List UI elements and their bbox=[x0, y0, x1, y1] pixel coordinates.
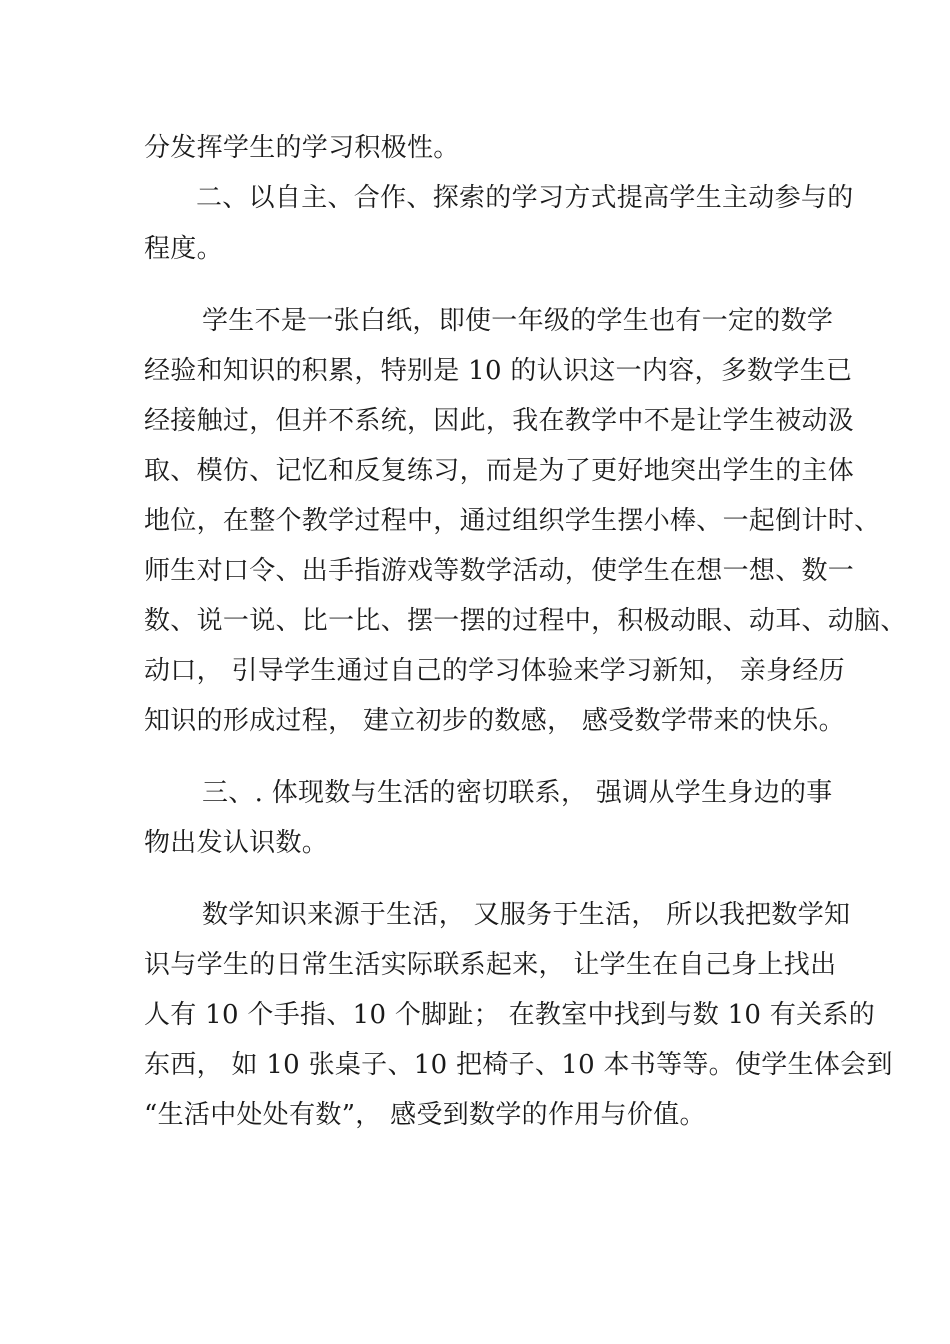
text-line: 地位，在整个教学过程中，通过组织学生摆小棒、一起倒计时、 bbox=[144, 506, 881, 536]
text-line: “生活中处处有数”， 感受到数学的作用与价值。 bbox=[144, 1100, 706, 1130]
text-line: 东西， 如 10 张桌子、10 把椅子、10 本书等等。使学生体会到 bbox=[144, 1050, 893, 1080]
text-line: 知识的形成过程， 建立初步的数感， 感受数学带来的快乐。 bbox=[144, 706, 845, 736]
text-line: 物出发认识数。 bbox=[144, 828, 329, 858]
text-line: 经接触过，但并不系统，因此，我在教学中不是让学生被动汲 bbox=[144, 406, 855, 436]
text-line: 学生不是一张白纸，即使一年级的学生也有一定的数学 bbox=[202, 306, 834, 336]
text-line: 三、. 体现数与生活的密切联系， 强调从学生身边的事 bbox=[202, 778, 833, 808]
text-line: 分发挥学生的学习积极性。 bbox=[144, 133, 460, 163]
text-line: 动口， 引导学生通过自己的学习体验来学习新知， 亲身经历 bbox=[144, 656, 845, 686]
text-line: 数学知识来源于生活， 又服务于生活， 所以我把数学知 bbox=[202, 900, 851, 930]
text-line: 识与学生的日常生活实际联系起来， 让学生在自己身上找出 bbox=[144, 950, 837, 980]
text-line: 程度。 bbox=[144, 234, 223, 264]
text-line: 人有 10 个手指、10 个脚趾； 在教室中找到与数 10 有关系的 bbox=[144, 1000, 876, 1030]
text-line: 师生对口令、出手指游戏等数学活动，使学生在想一想、数一 bbox=[144, 556, 855, 586]
text-line: 数、说一说、比一比、摆一摆的过程中，积极动眼、动耳、动脑、 bbox=[144, 606, 907, 636]
text-line: 二、以自主、合作、探索的学习方式提高学生主动参与的 bbox=[196, 183, 854, 213]
text-line: 经验和知识的积累，特别是 10 的认识这一内容，多数学生已 bbox=[144, 356, 853, 386]
text-line: 取、模仿、记忆和反复练习，而是为了更好地突出学生的主体 bbox=[144, 456, 855, 486]
